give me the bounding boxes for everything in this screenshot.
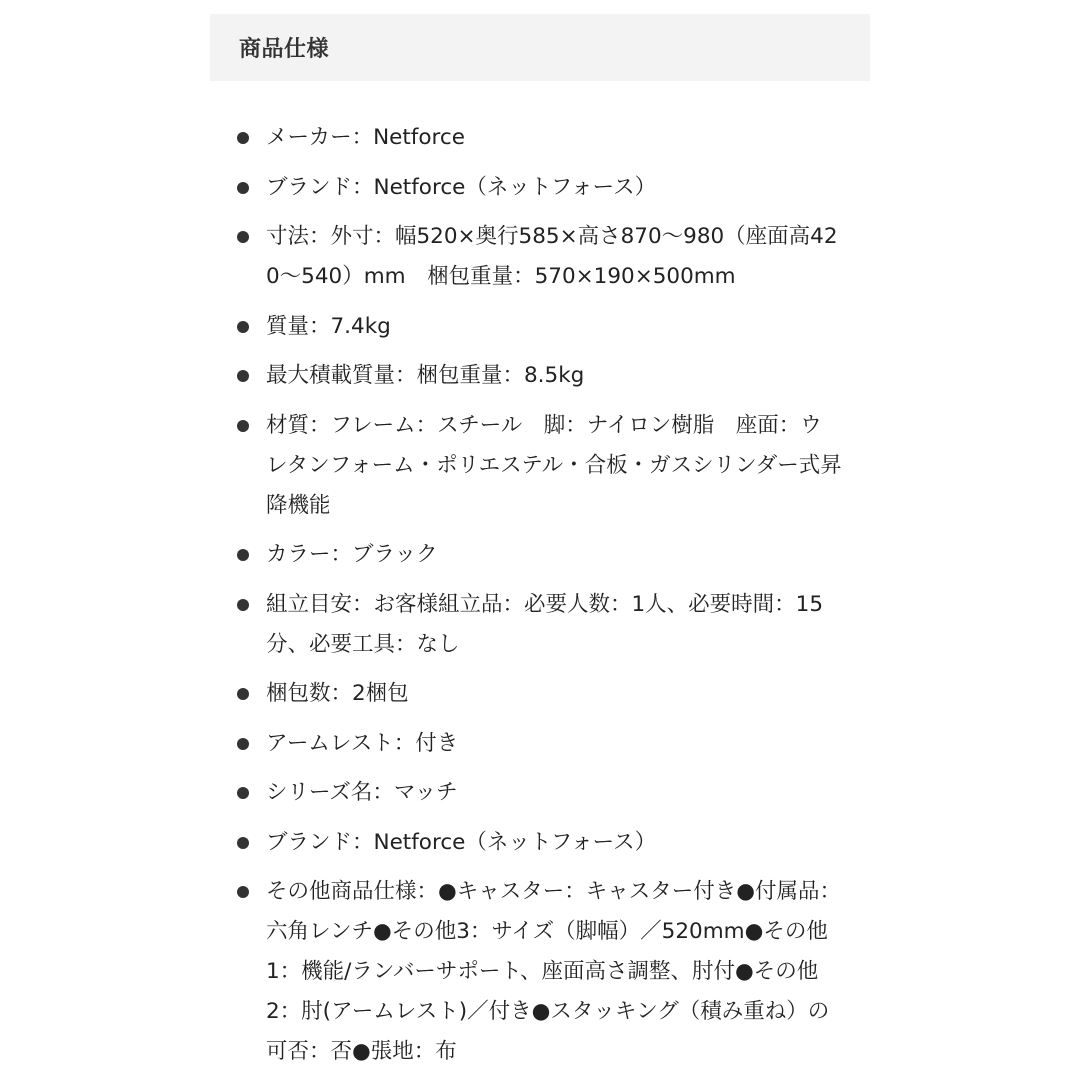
spec-section-header <box>210 14 870 81</box>
spec-item-maker <box>232 118 842 158</box>
bullet-icon <box>237 231 249 243</box>
spec-item-text: その他商品仕様：●キャスター：キャスター付き●付属品：六角レンチ●その他3：サイズ（脚幅）／520mm●その他1：機能/ランバーサポート、座面高さ調整、肘付●その他2：肘(アームレスト)／付き●スタッキング（積み重ね）の可否：否●張地：布 <box>266 879 842 1064</box>
spec-item-assembly <box>232 585 842 665</box>
spec-item-series <box>232 773 842 813</box>
spec-item-color <box>232 535 842 575</box>
spec-item-text: 組立目安：お客様組立品：必要人数：1人、必要時間：15分、必要工具：なし <box>266 591 824 657</box>
spec-item-material <box>232 406 842 526</box>
section-title: 商品仕様 <box>239 37 330 62</box>
spec-item-armrest <box>232 724 842 764</box>
spec-item-weight <box>232 307 842 347</box>
bullet-icon <box>237 599 249 611</box>
bullet-icon <box>237 420 249 432</box>
spec-item-brand <box>232 168 842 208</box>
bullet-icon <box>237 787 249 799</box>
spec-item-text: メーカー：Netforce <box>266 125 465 150</box>
spec-item-text: 寸法：外寸：幅520×奥行585×高さ870〜980（座面高420〜540）mm 梱包重量：570×190×500mm <box>266 224 838 289</box>
spec-item-dimensions <box>232 217 842 297</box>
spec-item-text: 最大積載質量：梱包重量：8.5kg <box>266 363 585 388</box>
spec-item-max-load <box>232 356 842 396</box>
bullet-icon <box>237 370 249 382</box>
spec-item-text: 梱包数：2梱包 <box>266 681 409 706</box>
spec-item-text: ブランド：Netforce（ネットフォース） <box>266 829 657 855</box>
bullet-icon <box>237 182 249 194</box>
bullet-icon <box>237 688 249 700</box>
spec-item-text: アームレスト：付き <box>266 730 459 756</box>
spec-item-text: カラー：ブラック <box>266 542 438 567</box>
bullet-icon <box>237 321 249 333</box>
spec-list <box>232 118 842 1082</box>
spec-item-text: 質量：7.4kg <box>266 313 391 339</box>
bullet-icon <box>237 132 249 144</box>
spec-item-text: シリーズ名：マッチ <box>266 780 458 805</box>
spec-item-other-specs <box>232 872 842 1072</box>
bullet-icon <box>237 886 249 898</box>
bullet-icon <box>237 549 249 561</box>
spec-item-brand-repeat <box>232 823 842 863</box>
bullet-icon <box>237 738 249 750</box>
spec-item-text: ブランド：Netforce（ネットフォース） <box>266 174 657 200</box>
bullet-icon <box>237 837 249 849</box>
spec-item-package-count <box>232 674 842 714</box>
spec-item-text: 材質：フレーム：スチール 脚：ナイロン樹脂 座面：ウレタンフォーム・ポリエステル・合板・ガスシリンダー式昇降機能 <box>266 412 842 518</box>
